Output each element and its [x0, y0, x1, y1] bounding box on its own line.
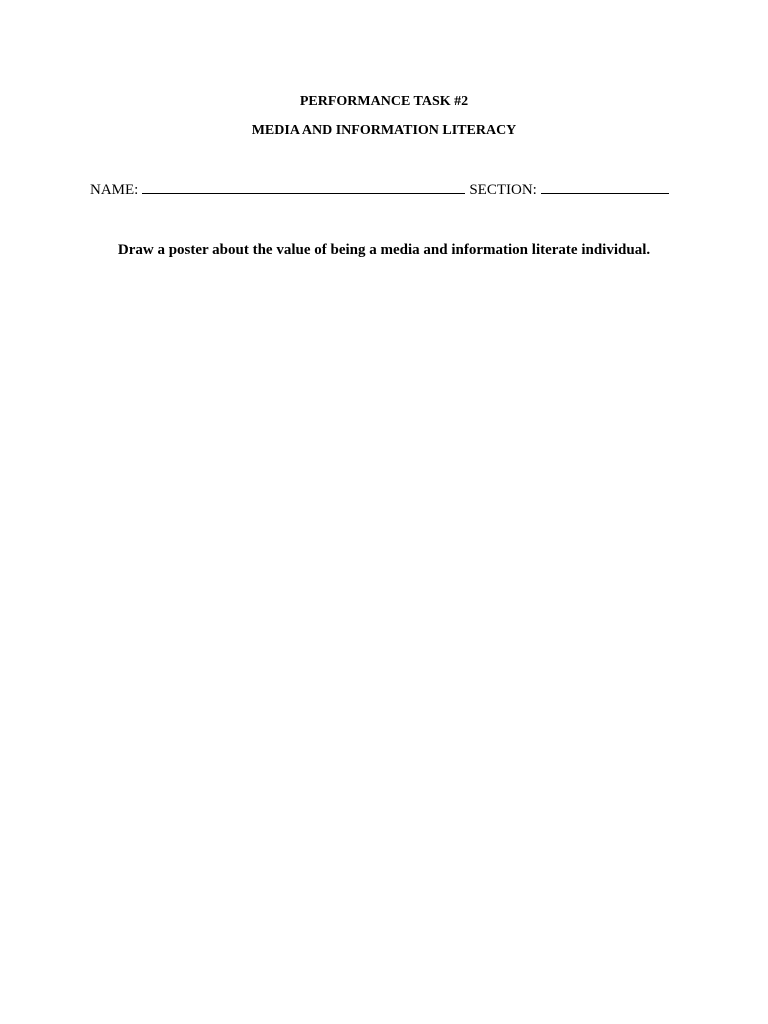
name-blank-line: [142, 181, 465, 194]
document-title: PERFORMANCE TASK #2: [299, 94, 469, 109]
section-blank-line: [541, 181, 669, 194]
task-instruction: Draw a poster about the value of being a media and information literate individual.: [117, 242, 651, 258]
name-label: NAME:: [90, 182, 139, 198]
section-label: SECTION:: [469, 182, 537, 198]
student-info-row: [90, 181, 669, 200]
document-subtitle: MEDIA AND INFORMATION LITERACY: [251, 123, 517, 138]
